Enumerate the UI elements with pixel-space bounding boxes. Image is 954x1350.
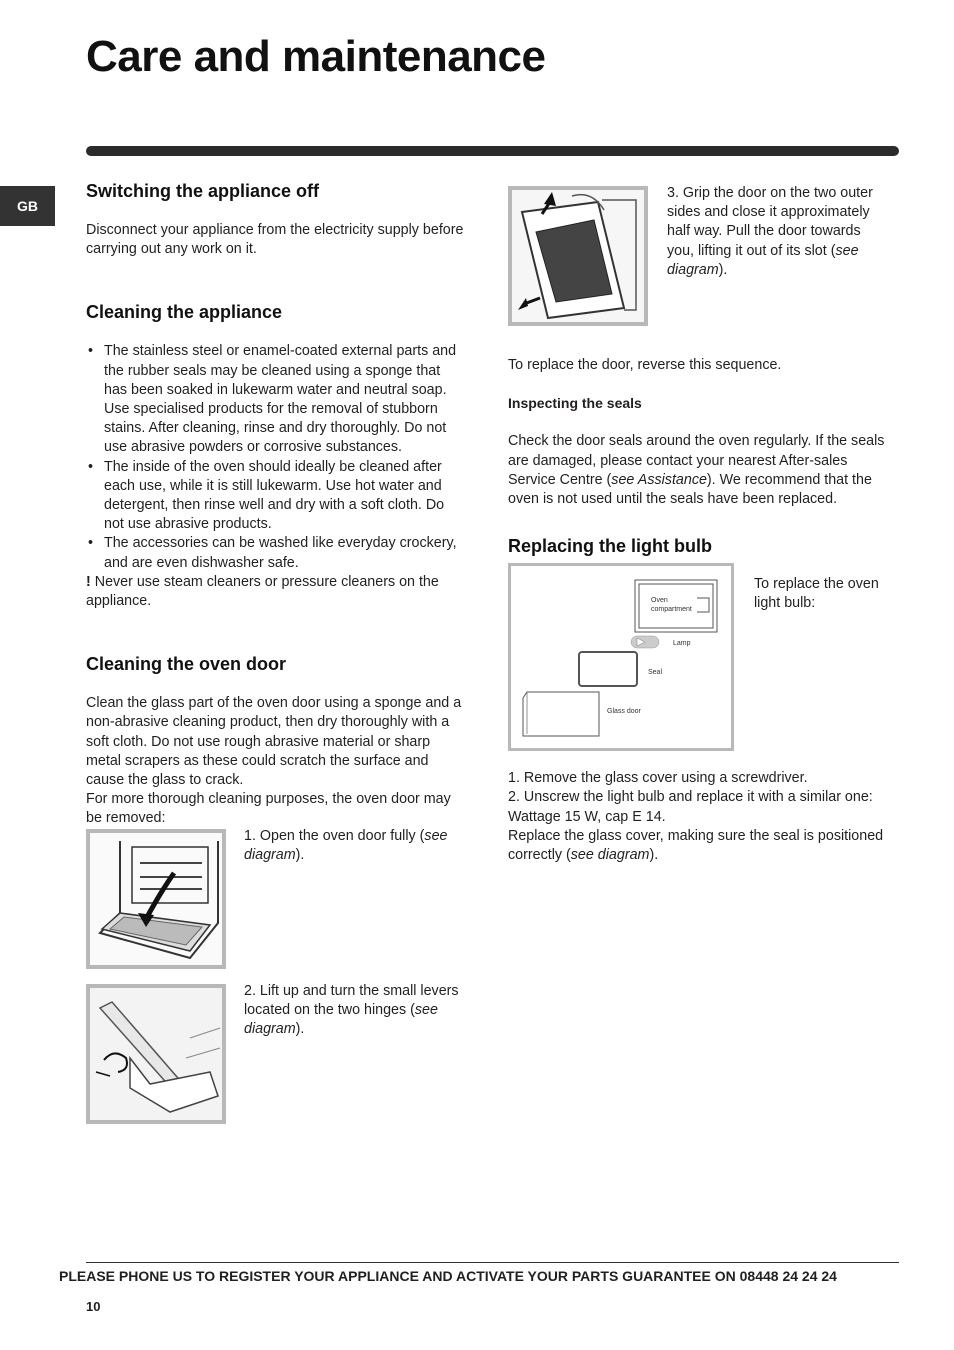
switching-heading: Switching the appliance off	[86, 181, 320, 201]
see-diagram-ref: see diagram	[244, 1001, 438, 1038]
cleaning-warning	[86, 573, 466, 611]
door-step-3	[508, 180, 886, 326]
seals-heading: Inspecting the seals	[508, 395, 642, 412]
title-rule	[86, 146, 899, 156]
list-item: • The accessories can be washed like everyday crockery, and are even dishwasher safe.	[86, 534, 466, 572]
open-door-diagram	[86, 829, 226, 969]
door-step-3-text: 3. Grip the door on the two outer sides and close it approximately half way. Pull the door towards you, lifting it out of its slot (see diagram).	[667, 185, 873, 278]
diagram-label-compartment: compartment	[651, 606, 692, 614]
door-step-1-text: 1. Open the oven door fully (see diagram).	[244, 827, 448, 863]
footer-guarantee-text: PLEASE PHONE US TO REGISTER YOUR APPLIANCE AND ACTIVATE YOUR PARTS GUARANTEE ON 08448 24 24 24	[59, 1268, 837, 1284]
see-diagram-ref: see diagram	[667, 242, 859, 278]
language-tab: GB	[0, 186, 55, 226]
list-item: • The inside of the oven should ideally be cleaned after each use, while it is still lukewarm. Use hot water and detergent, then rinse well and dry with a soft cloth. Do not use abrasive products.	[86, 458, 466, 535]
bulb-heading: Replacing the light bulb	[508, 536, 712, 557]
warning-mark: !	[86, 573, 91, 590]
right-column	[508, 180, 886, 865]
door-step-2-text: 2. Lift up and turn the small levers located on the two hinges (see diagram).	[244, 982, 459, 1038]
cleaning-list	[86, 342, 466, 572]
door-text: Clean the glass part of the oven door using a sponge and a non-abrasive cleaning product, then dry thoroughly with a soft cloth. Do not use rough abrasive material or sharp metal scrapers as these could scratch the surface and cause the glass to crack.	[86, 695, 462, 789]
bulb-step-3: Replace the glass cover, making sure the seal is positioned correctly (see diagram).	[508, 827, 884, 864]
diagram-label-glass-door: Glass door	[607, 708, 641, 716]
seals-text: Check the door seals around the oven regularly. If the seals are damaged, please contact your nearest After-sales Service Centre (see Assistance). We recommend that the oven is not used until the seals have been replaced.	[508, 433, 885, 508]
see-diagram-ref: see diagram	[244, 827, 448, 863]
diagram-label-seal: Seal	[648, 669, 663, 677]
replace-door-text: To replace the door, reverse this sequence.	[508, 357, 782, 373]
remove-door-diagram	[508, 186, 648, 326]
page-title: Care and maintenance	[86, 32, 546, 81]
page-number: 10	[86, 1299, 101, 1314]
list-item: • The stainless steel or enamel-coated external parts and the rubber seals may be cleaned using a sponge that has been soaked in lukewarm water and neutral soap. Use specialised products for the removal of stubborn stains. After cleaning, rinse and dry thoroughly. Do not use abrasive powders or corrosive substances.	[86, 342, 466, 457]
bulb-step-1: 1. Remove the glass cover using a screwdriver.	[508, 770, 808, 787]
see-assistance-ref: see Assistance	[611, 471, 707, 488]
diagram-label-oven: Oven	[651, 597, 668, 605]
footer-rule	[86, 1262, 899, 1263]
door-step-2	[86, 984, 466, 1124]
see-diagram-ref: see diagram	[570, 847, 650, 864]
hinge-lever-diagram	[86, 984, 226, 1124]
left-column	[86, 180, 466, 1124]
door-remove-text: For more thorough cleaning purposes, the oven door may be removed:	[86, 791, 451, 827]
door-step-1	[86, 829, 466, 969]
cleaning-heading: Cleaning the appliance	[86, 302, 283, 323]
bulb-step-2: 2. Unscrew the light bulb and replace it with a similar one: Wattage 15 W, cap E 14.	[508, 789, 873, 825]
switching-text: Disconnect your appliance from the electricity supply before carrying out any work on it.	[86, 222, 464, 258]
bulb-diagram	[508, 563, 734, 751]
warning-text: Never use steam cleaners or pressure cleaners on the appliance.	[86, 573, 439, 610]
diagram-label-lamp: Lamp	[673, 640, 691, 648]
door-heading: Cleaning the oven door	[86, 654, 287, 675]
bulb-section	[508, 563, 886, 753]
bulb-intro: To replace the oven light bulb:	[754, 576, 879, 612]
